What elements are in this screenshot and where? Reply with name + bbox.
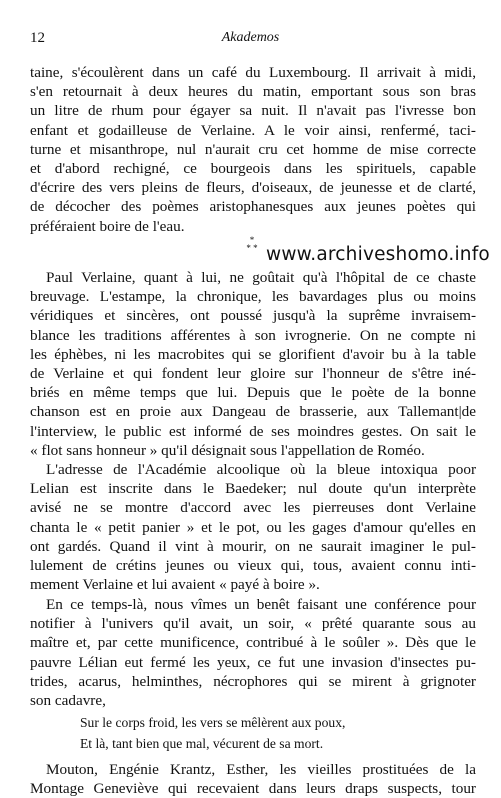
text-line: briés en même temps que lui. Depuis que le poète de la bonne (30, 384, 476, 402)
text-line: chanson est en proie aux Dangeau de brasserie, aux Tallemant|de (30, 403, 476, 421)
page-number: 12 (30, 30, 45, 46)
watermark-url: www.archiveshomo.info (266, 244, 490, 265)
ornament-top: * (249, 235, 255, 245)
running-title: Akademos (221, 30, 280, 45)
ornament-bottom: * * (246, 243, 258, 253)
text-line: l'interview, le public est informé de ses moindres gestes. On sait le (30, 422, 476, 440)
text-line: pauvre Lélian eut fermé les yeux, ce fut une invasion d'insectes pu- (30, 653, 476, 671)
text-line: d'écrire des vers pleins de fleurs, d'oiseaux, de jeunesse et de clarté, (30, 179, 476, 197)
section-ornament (240, 236, 264, 252)
text-line: son cadavre, (30, 692, 106, 710)
text-line: blance les traditions afférentes à son ivrognerie. On ne compte ni (30, 326, 476, 344)
paragraph-2 (30, 268, 476, 460)
text-line: trides, acarus, helminthes, nécrophores qui se mirent à grignoter (30, 672, 476, 690)
text-line: chanta le « petit panier » et le pot, ou les gages d'amour qu'elles en (30, 518, 476, 536)
text-line: préféraient boire de l'eau. (30, 217, 185, 235)
text-line: Paul Verlaine, quant à lui, ne goûtait qu'à l'hôpital de ce chaste (46, 269, 476, 286)
verse-quote (80, 712, 345, 754)
text-line: s'en retournait à deux heures du matin, emportant sous son bras (30, 83, 476, 101)
page-header (30, 30, 471, 50)
text-line: et d'abord rechigné, ce bourgeois dans les spirituels, capable (30, 160, 476, 178)
text-line: En ce temps-là, nous vîmes un benêt faisant une conférence pour (46, 596, 476, 613)
text-line: enfant et godailleuse de Verlaine. A le voir ainsi, renfermé, taci- (30, 121, 476, 139)
text-line: maître et, par cette munificence, contribué à le soûler ». Dès que le (30, 634, 476, 652)
text-line: avisé ne se montre d'accord avec les pierreuses dont Verlaine (30, 499, 476, 517)
text-line: Montage Geneviève qui recevaient dans leurs draps suspects, tour (30, 780, 476, 798)
text-line: de décocher des poèmes aristophanesques aux jeunes poètes qui (30, 198, 476, 216)
text-line: turne et misanthrope, nul n'aurait cru cet homme de mise correcte (30, 140, 476, 158)
verse-line: Et là, tant bien que mal, vécurent de sa mort. (80, 736, 324, 751)
text-line: Lelian est inscrite dans le Baedeker; nul doute qu'un interprète (30, 480, 476, 498)
text-line: véridiques et sincères, ont poussé jusqu'à la suprême invraisem- (30, 307, 476, 325)
text-line: de Verlaine et qui fondent leur gloire sur l'honneur de s'être iné- (30, 365, 476, 383)
text-line: breuvage. L'estampe, la chronique, les bavardages plus ou moins (30, 288, 476, 306)
paragraph-1 (30, 63, 476, 236)
paragraph-5 (30, 760, 476, 798)
text-line: « flot sans honneur » qu'il désignait sous l'appellation de Roméo. (30, 441, 425, 459)
text-line: mement Verlaine et lui avaient « payé à boire ». (30, 576, 320, 594)
verse-line: Sur le corps froid, les vers se mêlèrent aux poux, (80, 715, 346, 730)
text-line: ont gardés. Quand il vint à mourir, on ne saurait imaginer le pul- (30, 537, 476, 555)
paragraph-3 (30, 460, 476, 594)
text-line: un litre de rhum pour égayer sa nuit. Il n'avait pas l'ivresse bon (30, 102, 476, 120)
text-line: lulement de crétins jeunes ou vieux qui, tous, avaient connu inti- (30, 557, 476, 575)
text-line: L'adresse de l'Académie alcoolique où la bleue intoxiqua poor (46, 461, 476, 478)
paragraph-4 (30, 595, 476, 710)
text-line: taine, s'écoulèrent dans un café du Luxembourg. Il arrivait à midi, (30, 64, 476, 81)
text-line: les éphèbes, ni les macrobites qui se glorifient d'avoir bu à la table (30, 345, 476, 363)
text-line: notifier à l'univers qu'il avait, un soir, « prêté quarante sous au (30, 615, 476, 633)
text-line: Mouton, Engénie Krantz, Esther, les vieilles prostituées de la (46, 761, 476, 778)
